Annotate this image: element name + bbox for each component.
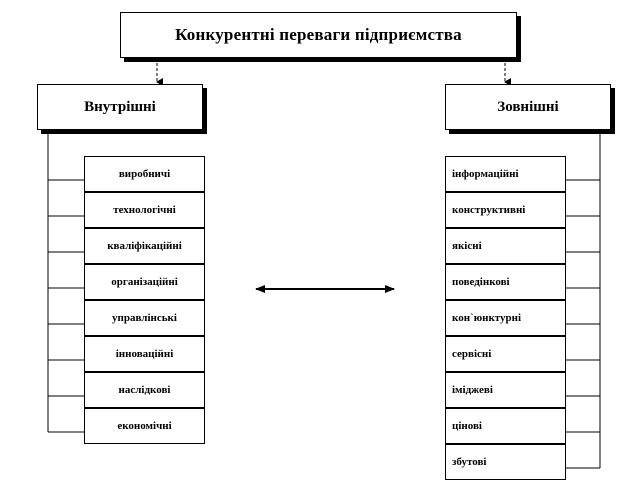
external-item-label: збутові [452,456,487,468]
internal-item-label: технологічні [113,204,176,216]
internal-item-label: виробничі [118,168,171,180]
external-heading-box [445,84,611,130]
external-item [445,336,566,372]
external-item-label: сервісні [452,348,492,360]
internal-item [84,336,205,372]
internal-item [84,156,205,192]
external-item-label: конструктивні [452,204,526,216]
external-item [445,156,566,192]
external-item-label: інформаційні [452,168,519,180]
external-item-label: поведінкові [452,276,510,288]
internal-item-label: управлінські [112,312,177,324]
external-item-label: якісні [452,240,482,252]
external-item [445,228,566,264]
external-item-label: цінові [452,420,482,432]
internal-item [84,372,205,408]
external-item [445,372,566,408]
internal-item [84,264,205,300]
internal-item-label: економічні [117,420,172,432]
internal-item [84,192,205,228]
right-bracket-ticks [565,180,600,468]
external-item [445,192,566,228]
diagram-title: Конкурентні переваги підприємства [175,25,462,44]
left-bracket-ticks [48,180,84,432]
external-item-label: кон`юнктурні [452,312,522,324]
external-item [445,444,566,480]
internal-item-label: організаційні [111,276,178,288]
external-item [445,300,566,336]
external-heading: Зовнішні [497,98,559,115]
diagram-title-box [120,12,517,58]
internal-heading: Внутрішні [84,98,156,115]
internal-item-label: кваліфікаційні [107,240,182,252]
internal-item [84,408,205,444]
internal-item-label: наслідкові [118,384,171,396]
external-item-label: іміджеві [452,384,493,396]
external-item [445,264,566,300]
external-item [445,408,566,444]
internal-item-label: інноваційні [115,348,174,360]
internal-item [84,300,205,336]
internal-heading-box [37,84,203,130]
internal-item [84,228,205,264]
